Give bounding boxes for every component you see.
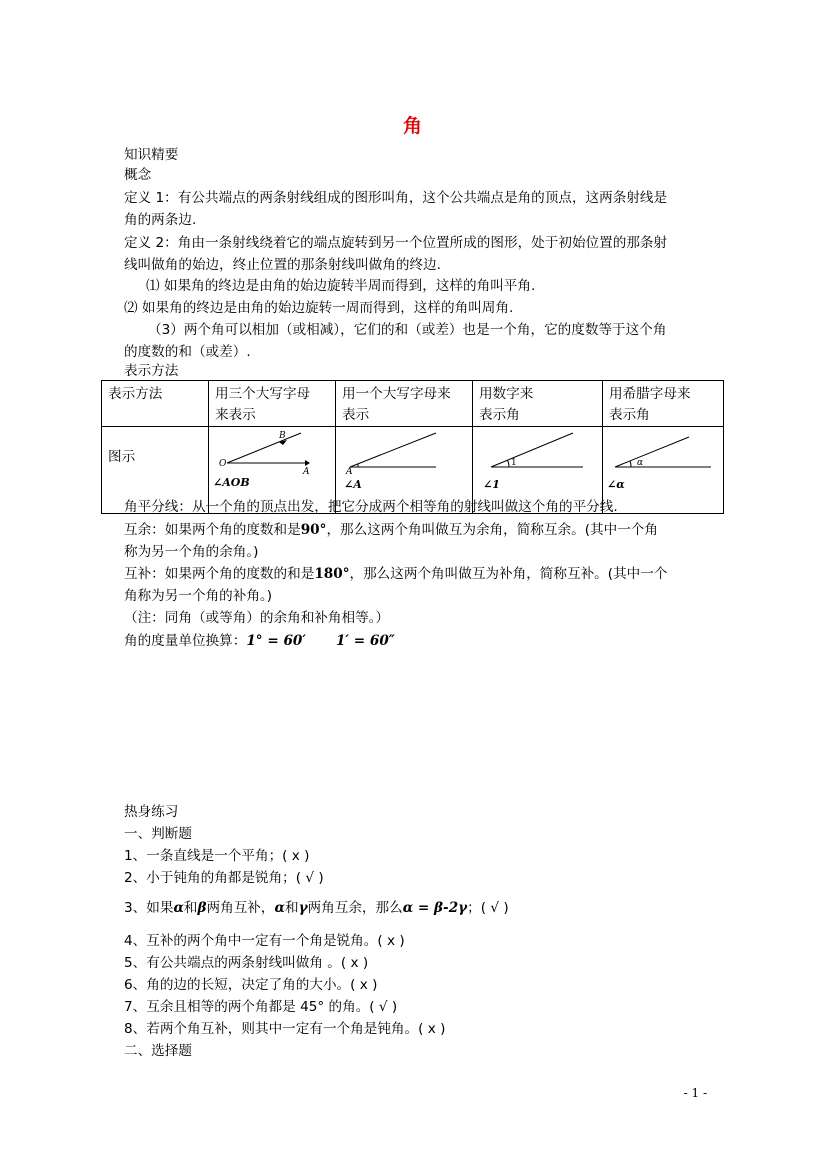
header-text: 表示方法 bbox=[108, 386, 163, 402]
q3-and: 和 bbox=[183, 900, 198, 916]
q3-equation: α = β-2γ bbox=[402, 900, 468, 916]
definition-2-line-2: 线叫做角的始边，终止位置的那条射线叫做角的终边. bbox=[124, 257, 441, 273]
unit-conversion bbox=[124, 632, 395, 650]
symbol-alpha: α bbox=[274, 900, 285, 916]
page-title: 角 bbox=[403, 115, 423, 137]
label-a: A bbox=[303, 467, 310, 477]
header-text: 用数字来 bbox=[479, 386, 534, 402]
question-3 bbox=[124, 899, 509, 917]
label-o: O bbox=[219, 459, 227, 469]
question-1: 1、一条直线是一个平角；( x ) bbox=[124, 848, 310, 864]
question-2: 2、小于钝角的角都是锐角；( √ ) bbox=[124, 870, 324, 886]
table-header-row bbox=[102, 381, 724, 427]
supplementary-line-1 bbox=[124, 565, 667, 583]
row-label: 图示 bbox=[108, 449, 136, 465]
figure-cell-alpha bbox=[603, 427, 724, 514]
table-header-cell bbox=[209, 381, 336, 427]
section-warmup: 热身练习 bbox=[124, 804, 179, 820]
symbol-beta: β bbox=[197, 900, 207, 916]
angle-aob-figure bbox=[209, 427, 335, 497]
q3-and: 和 bbox=[284, 900, 299, 916]
degree-180: 180° bbox=[314, 566, 350, 582]
item-3-line-1: （3）两个角可以相加（或相减），它们的和（或差）也是一个角，它的度数等于这个角 bbox=[148, 322, 667, 338]
complementary-line-2: 称为另一个角的余角。) bbox=[124, 544, 259, 560]
question-7: 7、互余且相等的两个角都是 45° 的角。( √ ) bbox=[124, 999, 398, 1015]
label-b: B bbox=[279, 431, 286, 441]
bisector-definition: 角平分线：从一个角的顶点出发，把它分成两个相等角的射线叫做这个角的平分线. bbox=[124, 499, 618, 515]
header-text: 表示角 bbox=[609, 407, 650, 423]
unit-label: 角的度量单位换算： bbox=[124, 633, 247, 649]
section-choice: 二、选择题 bbox=[124, 1043, 192, 1059]
header-text: 来表示 bbox=[215, 407, 256, 423]
header-text: 表示角 bbox=[479, 407, 520, 423]
caption-a: ∠A bbox=[344, 478, 362, 491]
supplementary-text-post: ，那么这两个角叫做互为补角，简称互补。(其中一个 bbox=[349, 566, 668, 582]
header-text: 用三个大写字母 bbox=[215, 386, 311, 402]
note: （注：同角（或等角）的余角和补角相等。） bbox=[124, 610, 390, 626]
label-a: A bbox=[346, 467, 353, 477]
section-judgment: 一、判断题 bbox=[124, 826, 192, 842]
definition-1-line-1: 定义 1：有公共端点的两条射线组成的图形叫角，这个公共端点是角的顶点，这两条射线是 bbox=[124, 190, 668, 206]
q3-text-mid: 两角互补， bbox=[206, 900, 275, 916]
label-alpha: α bbox=[637, 458, 644, 468]
page-number: - 1 - bbox=[683, 1086, 707, 1100]
supplementary-line-2: 角称为另一个角的补角。) bbox=[124, 588, 273, 604]
definition-1-line-2: 角的两条边. bbox=[124, 212, 197, 228]
complementary-text: 互余：如果两个角的度数和是 bbox=[124, 522, 301, 538]
angle-1-figure bbox=[473, 427, 602, 497]
caption-alpha: ∠α bbox=[607, 478, 625, 491]
item-3-line-2: 的度数的和（或差）. bbox=[124, 344, 251, 360]
question-5: 5、有公共端点的两条射线叫做角 。( x ) bbox=[124, 955, 369, 971]
header-text: 表示 bbox=[342, 407, 370, 423]
section-concept: 概念 bbox=[124, 167, 152, 183]
section-knowledge: 知识精要 bbox=[124, 147, 179, 163]
unit-degree-equation: 1° = 60′ bbox=[246, 633, 306, 649]
q3-text-mid-2: 两角互余，那么 bbox=[307, 900, 403, 916]
angle-alpha-figure bbox=[603, 427, 723, 497]
supplementary-text: 互补：如果两个角的度数的和是 bbox=[124, 566, 315, 582]
angle-a-figure bbox=[336, 427, 472, 497]
item-straight-angle: ⑴ 如果角的终边是由角的始边旋转半周而得到，这样的角叫平角. bbox=[146, 278, 536, 294]
question-4: 4、互补的两个角中一定有一个角是锐角。( x ) bbox=[124, 933, 405, 949]
q3-text: 3、如果 bbox=[124, 900, 174, 916]
table-header-cell bbox=[102, 381, 209, 427]
symbol-alpha: α bbox=[173, 900, 184, 916]
unit-minute-equation: 1′ = 60″ bbox=[335, 633, 395, 649]
caption-1: ∠1 bbox=[483, 478, 500, 491]
header-text: 用一个大写字母来 bbox=[342, 386, 451, 402]
table-header-cell bbox=[603, 381, 724, 427]
q3-answer: ；( √ ) bbox=[467, 900, 509, 916]
question-6: 6、角的边的长短，决定了角的大小。( x ) bbox=[124, 977, 378, 993]
item-full-angle: ⑵ 如果角的终边是由角的始边旋转一周而得到，这样的角叫周角. bbox=[124, 300, 514, 316]
table-header-cell bbox=[336, 381, 473, 427]
question-8: 8、若两个角互补，则其中一定有一个角是钝角。( x ) bbox=[124, 1021, 446, 1037]
section-methods: 表示方法 bbox=[124, 363, 179, 379]
complementary-line-1 bbox=[124, 521, 658, 539]
definition-2-line-1: 定义 2：角由一条射线绕着它的端点旋转到另一个位置所成的图形，处于初始位置的那条射 bbox=[124, 235, 668, 251]
label-1: 1 bbox=[511, 458, 517, 468]
representation-table bbox=[101, 380, 724, 514]
complementary-text-post: ，那么这两个角叫做互为余角，简称互余。(其中一个角 bbox=[326, 522, 658, 538]
degree-90: 90° bbox=[300, 522, 327, 538]
symbol-gamma: γ bbox=[298, 900, 308, 916]
table-header-cell bbox=[473, 381, 603, 427]
caption-aob: ∠AOB bbox=[213, 476, 250, 489]
header-text: 用希腊字母来 bbox=[609, 386, 691, 402]
